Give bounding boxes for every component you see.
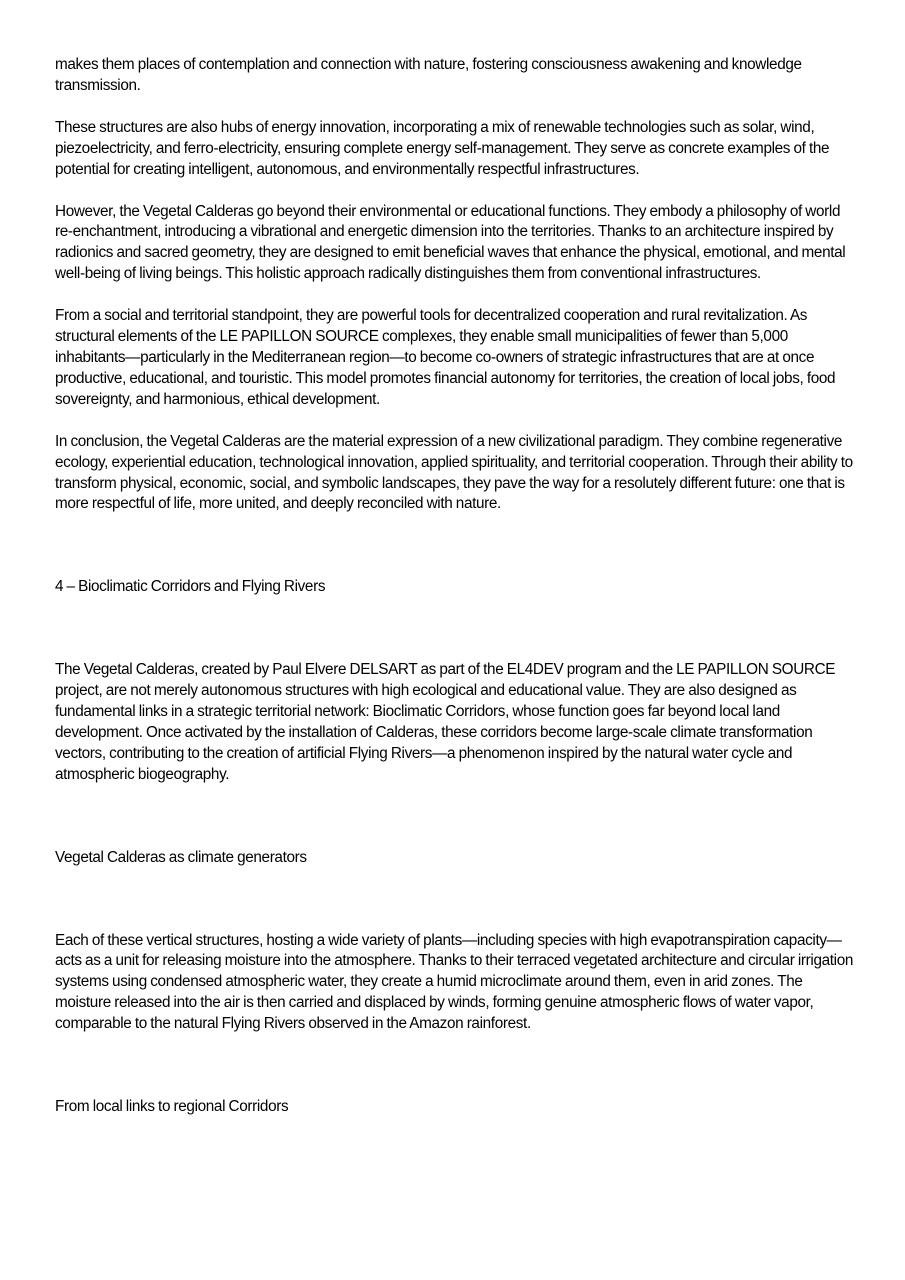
- paragraph-climate-generators: Each of these vertical structures, hosting a wide variety of plants—including species with high evapotranspiration capacity—acts as a unit for releasing moisture into the atmosphere. Thanks to their terraced vegetated architecture and circular irrigation systems using condensed atmospheric water, they create a humid microclimate around them, even in arid zones. The moisture released into the air is then carried and displaced by winds, forming genuine atmospheric flows of water vapor, comparable to the natural Flying Rivers observed in the Amazon rainforest.: [55, 931, 854, 1033]
- paragraph-section-intro: The Vegetal Calderas, created by Paul Elvere DELSART as part of the EL4DEV program and the LE PAPILLON SOURCE project, are not merely autonomous structures with high ecological and educational value. They are also designed as fundamental links in a strategic territorial network: Bioclimatic Corridors, whose function goes far beyond local land development. Once activated by the installation of Calderas, these corridors become large-scale climate transformation vectors, contributing to the creation of artificial Flying Rivers—a phenomenon inspired by the natural water cycle and atmospheric biogeography.: [55, 661, 836, 783]
- paragraph-re-enchantment: However, the Vegetal Calderas go beyond their environmental or educational functions. They embody a philosophy of world re-enchantment, introducing a vibrational and energetic dimension into the territories. Thanks to an architecture inspired by radionics and sacred geometry, they are designed to emit beneficial waves that enhance the physical, emotional, and mental well-being of living beings. This holistic approach radically distinguishes them from conventional infrastructures.: [55, 202, 846, 283]
- paragraph-contemplation: makes them places of contemplation and connection with nature, fostering consciousness awakening and knowledge transmission.: [55, 56, 802, 94]
- subheading-climate-generators: Vegetal Calderas as climate generators: [55, 848, 307, 866]
- paragraph-energy-innovation: These structures are also hubs of energy innovation, incorporating a mix of renewable technologies such as solar, wind, piezoelectricity, and ferro-electricity, ensuring complete energy self-management. They serve as concrete examples of the potential for creating intelligent, autonomous, and environmentally respectful infrastructures.: [55, 118, 830, 178]
- subheading-regional-corridors: From local links to regional Corridors: [55, 1098, 289, 1116]
- paragraph-conclusion: In conclusion, the Vegetal Calderas are the material expression of a new civilizational paradigm. They combine regenerative ecology, experiential education, technological innovation, applied spirituality, and territorial cooperation. Through their ability to transform physical, economic, social, and symbolic landscapes, they pave the way for a resolutely different future: one that is more respectful of life, more united, and deeply reconciled with nature.: [55, 432, 853, 513]
- document-page: [55, 55, 855, 1118]
- section-heading: 4 – Bioclimatic Corridors and Flying Rivers: [55, 578, 326, 596]
- paragraph-social-territorial: From a social and territorial standpoint, they are powerful tools for decentralized cooperation and rural revitalization. As structural elements of the LE PAPILLON SOURCE complexes, they enable small municipalities of fewer than 5,000 inhabitants—particularly in the Mediterranean region—to become co-owners of strategic infrastructures that are at once productive, educational, and touristic. This model promotes financial autonomy for territories, the creation of local jobs, food sovereignty, and harmonious, ethical development.: [55, 307, 836, 408]
